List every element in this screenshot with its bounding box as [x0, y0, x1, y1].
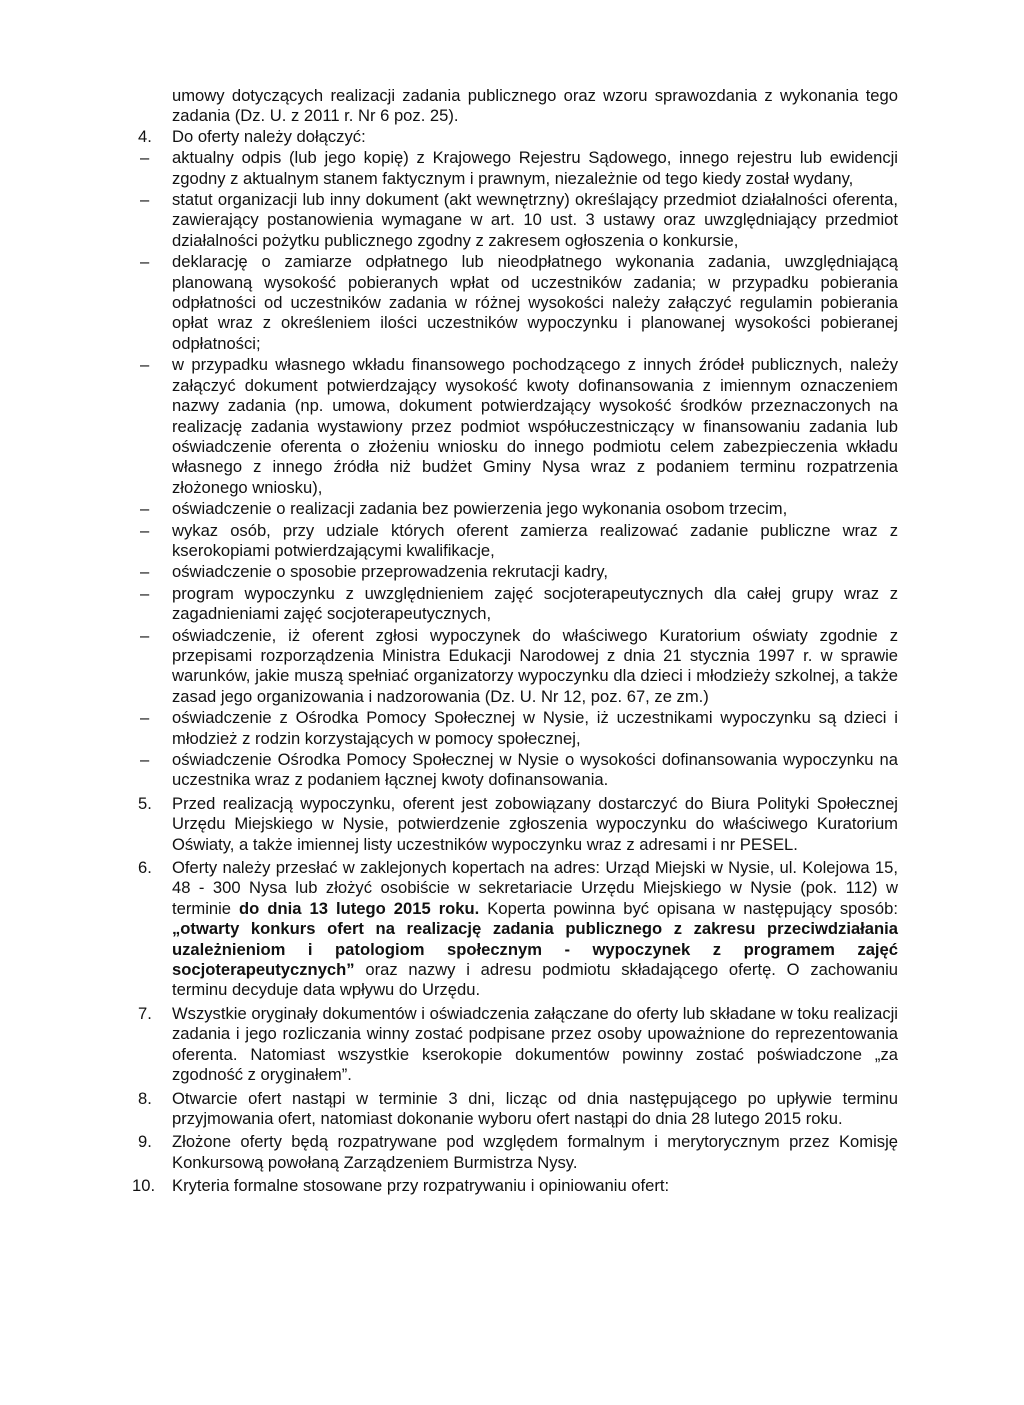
item6-text-c: oraz nazwy i adresu podmiotu składającego ofertę. O zachowaniu terminu decyduje data wpływu do Urzędu. — [172, 960, 898, 1000]
bullet-text: oświadczenie o realizacji zadania bez powierzenia jego wykonania osobom trzecim, — [172, 499, 788, 519]
bullet-item — [138, 355, 898, 498]
item-text: Otwarcie ofert nastąpi w terminie 3 dni, licząc od dnia następującego po upływie terminu przyjmowania ofert, natomiast dokonanie wyboru ofert nastąpi do dnia 28 lutego 2015 roku. — [172, 1088, 898, 1128]
item-number: 7. — [138, 1003, 152, 1023]
attachments-list — [138, 148, 898, 791]
item-text: Złożone oferty będą rozpatrywane pod względem formalnym i merytorycznym przez Komisję Konkursową powołaną Zarządzeniem Burmistrza Nysy. — [172, 1132, 898, 1172]
bullet-item — [138, 750, 898, 791]
bullet-item — [138, 626, 898, 708]
list-item-9 — [138, 1132, 898, 1173]
bullet-text: statut organizacji lub inny dokument (akt wewnętrzny) określający przedmiot działalności oferenta, zawierający postanowienia wymagane w art. 10 ust. 3 ustawy oraz uwzględniający przedmiot działalności pożytku publicznego zgodny z zakresem ogłoszenia o konkursie, — [172, 190, 898, 250]
bullet-item — [138, 190, 898, 251]
bullet-item — [138, 562, 898, 582]
item-number: 10. — [132, 1176, 156, 1196]
dash-marker: – — [140, 750, 150, 769]
bullet-text: aktualny odpis (lub jego kopię) z Krajowego Rejestru Sądowego, innego rejestru lub ewidencji zgodny z aktualnym stanem faktycznym i prawnym, niezależnie od tego kiedy został wydany, — [172, 148, 898, 188]
dash-marker: – — [140, 583, 150, 603]
list-item-10 — [132, 1176, 898, 1196]
item6-text-b: Koperta powinna być opisana w następujący sposób: — [479, 898, 898, 918]
bullet-text: oświadczenie Ośrodka Pomocy Społecznej w Nysie o wysokości dofinansowania wypoczynku na uczestnika wraz z podaniem łącznej kwoty dofinansowania. — [172, 750, 898, 790]
bullet-item — [138, 148, 898, 189]
bullet-text: oświadczenie o sposobie przeprowadzenia rekrutacji kadry, — [172, 562, 608, 582]
document-body — [132, 86, 898, 1197]
list-item-8 — [138, 1089, 898, 1130]
bullet-item — [138, 708, 898, 749]
list-item-6 — [138, 858, 898, 1001]
item-number: 4. — [138, 126, 152, 146]
item-text: Kryteria formalne stosowane przy rozpatrywaniu i opiniowaniu ofert: — [172, 1176, 670, 1196]
item-number: 8. — [138, 1088, 152, 1108]
intro-text: umowy dotyczących realizacji zadania publicznego oraz wzoru sprawozdania z wykonania tego zadania (Dz. U. z 2011 r. Nr 6 poz. 25). — [172, 86, 898, 126]
dash-marker: – — [140, 252, 150, 272]
bullet-text: deklarację o zamiarze odpłatnego lub nieodpłatnego wykonania zadania, uwzględniającą planowaną wysokość pobieranych wpłat od uczestników zadania; w przypadku pobierania odpłatności od uczestników zadania w różnej wysokości należy załączyć regulamin pobierania opłat wraz z określeniem ilości uczestników wypoczynku i planowanej wysokości pobieranej odpłatności; — [172, 252, 898, 353]
dash-marker: – — [140, 708, 150, 728]
bullet-text: wykaz osób, przy udziale których oferent zamierza realizować zadanie publiczne wraz z kserokopiami potwierdzającymi kwalifikacje, — [172, 520, 898, 560]
bullet-item — [138, 499, 898, 519]
intro-paragraph — [138, 86, 898, 127]
dash-marker: – — [140, 520, 150, 540]
dash-marker: – — [140, 148, 150, 168]
dash-marker: – — [140, 499, 150, 519]
item-text — [138, 858, 898, 1001]
bullet-item — [138, 252, 898, 354]
dash-marker: – — [140, 625, 150, 645]
bullet-text: oświadczenie, iż oferent zgłosi wypoczynek do właściwego Kuratorium oświaty zgodnie z przepisami rozporządzenia Ministra Edukacji Narodowej z dnia 21 stycznia 1997 r. w sprawie warunków, jakie muszą spełniać organizatorzy wypoczynku dla dzieci i młodzieży szkolnej, a także zasad jego organizowania i nadzorowania (Dz. U. Nr 12, poz. 67, ze zm.) — [172, 625, 898, 706]
item-number: 5. — [138, 793, 152, 813]
list-item-5 — [138, 794, 898, 855]
item-text: Wszystkie oryginały dokumentów i oświadczenia załączane do oferty lub składane w toku realizacji zadania i jego rozliczania winny zostać podpisane przez osoby upoważnione do reprezentowania oferenta. Natomiast wszystkie kserokopie dokumentów powinny zostać poświadczone „za zgodność z oryginałem”. — [172, 1003, 898, 1085]
item-text: Przed realizacją wypoczynku, oferent jest zobowiązany dostarczyć do Biura Polityki Społecznej Urzędu Miejskiego w Nysie, potwierdzenie zgłoszenia wypoczynku do właściwego Kuratorium Oświaty, a także imiennej listy uczestników wypoczynku wraz z adresami i nr PESEL. — [172, 793, 898, 854]
list-item-7 — [138, 1004, 898, 1086]
list-item-4 — [138, 127, 898, 147]
envelope-label-bold: „otwarty konkurs ofert na realizację zadania publicznego z zakresu przeciwdziałania uzależnieniom i patologiom społecznym - wypoczynek z programem zajęć socjoterapeutycznych” — [172, 919, 898, 980]
item-text: Do oferty należy dołączyć: — [172, 126, 366, 146]
deadline-bold: do dnia 13 lutego 2015 roku. — [239, 898, 480, 918]
bullet-text: program wypoczynku z uwzględnieniem zajęć socjoterapeutycznych dla całej grupy wraz z zagadnieniami zajęć socjoterapeutycznych, — [172, 583, 898, 624]
dash-marker: – — [140, 190, 150, 210]
item-number: 9. — [138, 1132, 152, 1152]
bullet-text: w przypadku własnego wkładu finansowego pochodzącego z innych źródeł publicznych, należy załączyć dokument potwierdzający wysokość kwoty dofinansowania z imiennym oznaczeniem nazwy zadania (np. umowa, dokument potwierdzający wysokość środków przeznaczonych na realizację zadania wystawiony przez podmiot współuczestniczący w finansowaniu zadania lub oświadczenie oferenta o złożeniu wniosku do innego podmiotu celem zabezpieczenia wkładu własnego z innego źródła niż budżet Gminy Nysa wraz z podaniem terminu rozpatrzenia złożonego wniosku), — [172, 355, 898, 497]
dash-marker: – — [140, 355, 150, 375]
item-number: 6. — [138, 858, 152, 878]
bullet-item — [138, 521, 898, 562]
item6-text-a: Oferty należy przesłać w zaklejonych kopertach na adres: Urząd Miejski w Nysie, ul. Kolejowa 15, 48 - 300 Nysa lub złożyć osobiście w sekretariacie Urzędu Miejskiego w Nysie (pok. 112) w terminie — [172, 858, 898, 918]
bullet-item — [138, 584, 898, 625]
bullet-text: oświadczenie z Ośrodka Pomocy Społecznej w Nysie, iż uczestnikami wypoczynku są dzieci i młodzież z rodzin korzystających w pomocy społecznej, — [172, 708, 898, 748]
dash-marker: – — [140, 562, 150, 582]
